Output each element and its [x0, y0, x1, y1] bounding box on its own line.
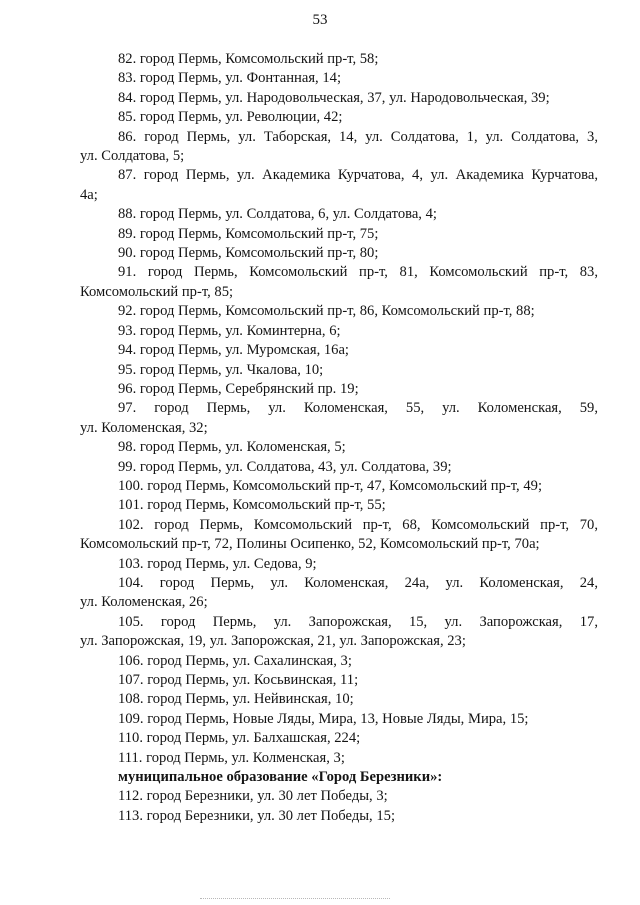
list-item-text: 96. город Пермь, Серебрянский пр. 19;	[118, 380, 359, 397]
list-item	[80, 710, 598, 729]
page-number: 53	[312, 12, 328, 28]
list-item	[80, 399, 598, 438]
list-item-text: 105. город Пермь, ул. Запорожская, 15, ул. Запорожская, 17,	[118, 613, 598, 630]
scan-footer-mark	[200, 898, 390, 901]
list-item	[80, 516, 598, 555]
list-item	[80, 225, 598, 244]
list-item	[80, 69, 598, 88]
list-item	[80, 671, 598, 690]
list-item-text: 102. город Пермь, Комсомольский пр-т, 68, Комсомольский пр-т, 70,	[118, 516, 598, 533]
list-item-text: 113. город Березники, ул. 30 лет Победы, 15;	[118, 807, 395, 824]
list-item	[80, 458, 598, 477]
list-item	[80, 749, 598, 768]
list-item	[80, 166, 598, 205]
list-item	[80, 690, 598, 709]
list-item-text: 110. город Пермь, ул. Балхашская, 224;	[118, 730, 361, 747]
list-item-text: 93. город Пермь, ул. Коминтерна, 6;	[118, 322, 341, 339]
list-item	[80, 380, 598, 399]
list-item-text: 100. город Пермь, Комсомольский пр-т, 47, Комсомольский пр-т, 49;	[118, 477, 542, 494]
list-item-text: 104. город Пермь, ул. Коломенская, 24а, ул. Коломенская, 24,	[118, 574, 598, 591]
section-heading: муниципальное образование «Город Березники»:	[118, 769, 443, 786]
list-item	[80, 302, 598, 321]
list-item-text: 108. город Пермь, ул. Нейвинская, 10;	[118, 691, 354, 708]
list-item-text: 83. город Пермь, ул. Фонтанная, 14;	[118, 70, 341, 87]
list-item-continuation: ул. Коломенская, 26;	[80, 594, 208, 611]
list-item-text: 90. город Пермь, Комсомольский пр-т, 80;	[118, 245, 379, 262]
list-item	[80, 128, 598, 167]
list-item	[80, 322, 598, 341]
list-item-text: 84. город Пермь, ул. Народовольческая, 37, ул. Народовольческая, 39;	[118, 89, 550, 106]
list-item-text: 91. город Пермь, Комсомольский пр-т, 81, Комсомольский пр-т, 83,	[118, 264, 598, 281]
list-item-text: 92. город Пермь, Комсомольский пр-т, 86, Комсомольский пр-т, 88;	[118, 303, 535, 320]
list-item	[80, 729, 598, 748]
list-item	[80, 205, 598, 224]
list-item-text: 106. город Пермь, ул. Сахалинская, 3;	[118, 652, 352, 669]
list-item-text: 101. город Пермь, Комсомольский пр-т, 55;	[118, 497, 386, 514]
list-item-continuation: ул. Солдатова, 5;	[80, 148, 185, 165]
list-item-text: 98. город Пермь, ул. Коломенская, 5;	[118, 439, 346, 456]
list-item-text: 86. город Пермь, ул. Таборская, 14, ул. Солдатова, 1, ул. Солдатова, 3,	[118, 128, 598, 145]
list-item-continuation: Комсомольский пр-т, 72, Полины Осипенко, 52, Комсомольский пр-т, 70а;	[80, 536, 540, 553]
list-item-text: 87. город Пермь, ул. Академика Курчатова, 4, ул. Академика Курчатова,	[118, 167, 598, 184]
list-item-text: 107. город Пермь, ул. Косьвинская, 11;	[118, 672, 359, 688]
list-item-continuation: ул. Запорожская, 19, ул. Запорожская, 21, ул. Запорожская, 23;	[80, 633, 466, 650]
list-item-text: 103. город Пермь, ул. Седова, 9;	[118, 555, 317, 572]
list-item-text: 94. город Пермь, ул. Муромская, 16а;	[118, 342, 349, 359]
list-item-continuation: Комсомольский пр-т, 85;	[80, 283, 234, 300]
list-item	[80, 477, 598, 496]
address-list	[80, 50, 598, 826]
list-item	[80, 244, 598, 263]
list-item	[80, 652, 598, 671]
list-item-text: 112. город Березники, ул. 30 лет Победы, 3;	[118, 788, 388, 805]
list-item-text: 88. город Пермь, ул. Солдатова, 6, ул. Солдатова, 4;	[118, 206, 437, 223]
list-item	[80, 807, 598, 826]
list-item-text: 99. город Пермь, ул. Солдатова, 43, ул. Солдатова, 39;	[118, 458, 452, 475]
list-item-text: 89. город Пермь, Комсомольский пр-т, 75;	[118, 225, 379, 242]
list-item-continuation: ул. Коломенская, 32;	[80, 419, 208, 436]
list-item-text: 109. город Пермь, Новые Ляды, Мира, 13, Новые Ляды, Мира, 15;	[118, 710, 529, 727]
list-item-text: 82. город Пермь, Комсомольский пр-т, 58;	[118, 51, 379, 67]
list-item-text: 97. город Пермь, ул. Коломенская, 55, ул. Коломенская, 59,	[118, 400, 598, 417]
list-item	[80, 361, 598, 380]
list-item	[80, 89, 598, 108]
list-item-text: 95. город Пермь, ул. Чкалова, 10;	[118, 361, 324, 378]
list-item	[80, 555, 598, 574]
list-item-continuation: 4а;	[80, 186, 98, 203]
list-item	[80, 438, 598, 457]
list-item	[80, 574, 598, 613]
list-item	[80, 263, 598, 302]
list-item-text: 111. город Пермь, ул. Колменская, 3;	[118, 749, 345, 766]
list-item	[80, 108, 598, 127]
list-item	[80, 496, 598, 515]
list-item	[80, 613, 598, 652]
list-item	[80, 787, 598, 806]
list-item	[80, 341, 598, 360]
list-item-text: 85. город Пермь, ул. Революции, 42;	[118, 109, 343, 126]
list-item	[80, 50, 598, 69]
